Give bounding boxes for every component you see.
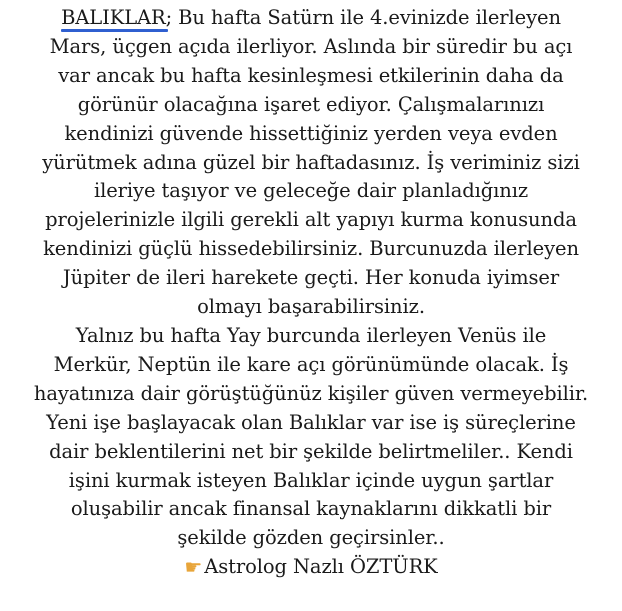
text-line: ileriye taşıyor ve geleceğe dair planladığınız bbox=[93, 179, 529, 203]
first-line bbox=[0, 4, 622, 33]
text-line: projelerinizle ilgili gerekli alt yapıyı kurma konusunda bbox=[45, 208, 577, 232]
text-line: Mars, üçgen açıda ilerliyor. Aslında bir süredir bu açı bbox=[49, 34, 573, 58]
horoscope-text bbox=[0, 4, 622, 582]
text-line: kendinizi güvende hissettiğiniz yerden veya evden bbox=[64, 121, 558, 145]
signature-line bbox=[0, 553, 622, 582]
text-line: olmayı başarabilirsiniz. bbox=[197, 295, 425, 319]
text-line: oluşabilir ancak finansal kaynaklarını dikkatli bir bbox=[70, 497, 552, 521]
text-line: kendinizi güçlü hissedebilirsiniz. Burcunuzda ilerleyen bbox=[43, 237, 579, 261]
sign-heading: BALIKLAR; bbox=[61, 4, 172, 33]
text-line: yürütmek adına güzel bir haftadasınız. İş veriminiz sizi bbox=[42, 150, 580, 174]
text-line: Yalnız bu hafta Yay burcunda ilerleyen Venüs ile bbox=[75, 323, 547, 347]
text-line: var ancak bu hafta kesinleşmesi etkilerinin daha da bbox=[58, 63, 564, 87]
text-line: Jüpiter de ileri harekete geçti. Her konuda iyimser bbox=[62, 266, 560, 290]
text-line: hayatınıza dair görüştüğünüz kişiler güven vermeyebilir. bbox=[33, 381, 589, 405]
pointing-hand-icon: ☛ bbox=[184, 555, 203, 580]
text-line: şekilde gözden geçirsinler.. bbox=[177, 526, 445, 550]
text-line: Bu hafta Satürn ile 4.evinizde ilerleyen bbox=[172, 6, 561, 29]
signature: Astrolog Nazlı ÖZTÜRK bbox=[204, 555, 438, 579]
text-line: Merkür, Neptün ile kare açı görünümünde olacak. İş bbox=[53, 352, 569, 376]
text-line: dair beklentilerini net bir şekilde belirtmeliler.. Kendi bbox=[49, 439, 573, 463]
text-line: görünür olacağına işaret ediyor. Çalışmalarınızı bbox=[77, 92, 545, 116]
text-line: işini kurmak isteyen Balıklar içinde uygun şartlar bbox=[68, 468, 554, 492]
text-line: Yeni işe başlayacak olan Balıklar var ise iş süreçlerine bbox=[46, 410, 576, 434]
